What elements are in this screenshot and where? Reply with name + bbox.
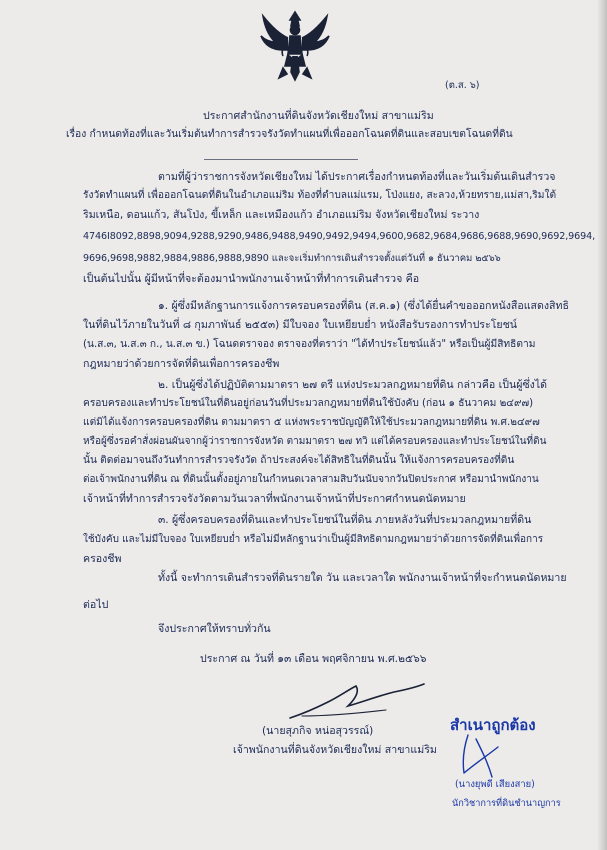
body-line: ครองชีพ <box>83 553 122 565</box>
body-line: ๒. เป็นผู้ซึ่งได้ปฏิบัติตามมาตรา ๒๗ ตรี แห่งประมวลกฎหมายที่ดิน กล่าวคือ เป็นผู้ซึ่งได้ <box>158 379 548 391</box>
body-line: ต่อไป <box>83 599 109 611</box>
body-line: เจ้าหน้าที่ทำการสำรวจรังวัดตามวันเวลาที่พนักงานเจ้าหน้าที่ประกาศกำหนดนัดหมาย <box>83 493 466 505</box>
certified-copy-stamp: สำเนาถูกต้อง <box>450 716 536 734</box>
body-line: กฎหมายว่าด้วยการจัดที่ดินเพื่อการครองชีพ <box>83 358 280 370</box>
certifier-title: นักวิชาการที่ดินชำนาญการ <box>452 798 561 809</box>
body-line: ครอบครองและทำประโยชน์ในที่ดินอยู่ก่อนวันที่ประมวลกฎหมายที่ดินใช้บังคับ (ก่อน ๑ ธันวาคม ๒๔๙๗) <box>83 398 534 409</box>
garuda-emblem-icon <box>257 6 333 86</box>
announcement-date: ประกาศ ณ วันที่ ๑๓ เดือน พฤศจิกายน พ.ศ.๒๕๖๖ <box>200 653 427 665</box>
page-edge-shadow <box>597 0 607 850</box>
body-line: นั้น ติดต่อมาจนถึงวันทำการสำรวจรังวัด ถ้าประสงค์จะได้สิทธิในที่ดินนั้น ให้แจ้งการครอบครองที่ดิน <box>83 455 515 466</box>
signature-icon <box>282 678 432 724</box>
body-line: 9696,9698,9882,9884,9886,9888,9890 และจะเริ่มทำการเดินสำรวจตั้งแต่วันที่ ๑ ธันวาคม ๒๕๖๖ <box>83 253 501 264</box>
body-line: เป็นต้นไปนั้น ผู้มีหน้าที่จะต้องมานำพนักงานเจ้าหน้าที่ทำการเดินสำรวจ คือ <box>83 273 420 285</box>
signer-name: (นายสุภกิจ หน่อสุวรรณ์) <box>262 725 374 737</box>
body-line: ใช้บังคับ และไม่มีใบจอง ใบเหยียบย่ำ หรือไม่มีหลักฐานว่าเป็นผู้มีสิทธิตามกฎหมายว่าด้วยการจัดที่ดินเพื่อการ <box>83 534 544 545</box>
body-line: รังวัดทำแผนที่ เพื่อออกโฉนดที่ดินในอำเภอแม่ริม ท้องที่ตำบลแม่แรม, โป่งแยง, สะลวง,ห้วยทราย,แม่สา,ริมใต้ <box>83 190 557 201</box>
document-title: ประกาศสำนักงานที่ดินจังหวัดเชียงใหม่ สาขาแม่ริม <box>203 110 434 122</box>
body-line: ทั้งนี้ จะทำการเดินสำรวจที่ดินรายใด วัน และเวลาใด พนักงานเจ้าหน้าที่จะกำหนดนัดหมาย <box>158 572 567 584</box>
body-line: 4746I8092,8898,9094,9288,9290,9486,9488,9490,9492,9494,9600,9682,9684,9686,9688,9690,9692,9694, <box>83 231 596 242</box>
document-subject: เรื่อง กำหนดท้องที่และวันเริ่มต้นทำการสำรวจรังวัดทำแผนที่เพื่อออกโฉนดที่ดินและสอบเขตโฉนดที่ดิน <box>66 128 513 140</box>
signer-title: เจ้าพนักงานที่ดินจังหวัดเชียงใหม่ สาขาแม่ริม <box>233 744 437 756</box>
body-line: ริมเหนือ, ดอนแก้ว, สันโป่ง, ขี้เหล็ก และเหมืองแก้ว อำเภอแม่ริม จังหวัดเชียงใหม่ ระวาง <box>83 209 480 221</box>
form-code: (ต.ส. ๖) <box>445 80 480 91</box>
body-line: (น.ส.๓, น.ส.๓ ก., น.ส.๓ ข.) โฉนดตราจอง ตราจองที่ตราว่า "ได้ทำประโยชน์แล้ว" หรือเป็นผู้มีสิทธิตาม <box>83 339 536 350</box>
certifier-signature-icon <box>454 733 516 779</box>
certifier-name: (นางยุพดี เสียงสาย) <box>455 779 535 790</box>
body-line: แต่มิได้แจ้งการครอบครองที่ดิน ตามมาตรา ๕ แห่งพระราชบัญญัติให้ใช้ประมวลกฎหมายที่ดิน พ.ศ.๒๔๙๗ <box>83 417 540 428</box>
body-line: ๓. ผู้ซึ่งครอบครองที่ดินและทำประโยชน์ในที่ดิน ภายหลังวันที่ประมวลกฎหมายที่ดิน <box>158 514 532 526</box>
body-line: หรือผู้ซึ่งรอคำสั่งผ่อนผันจากผู้ว่าราชการจังหวัด ตามมาตรา ๒๗ ทวิ แต่ได้ครอบครองและทำประโยชน์ในที่ดิน <box>83 436 547 447</box>
body-line: ๑. ผู้ซึ่งมีหลักฐานการแจ้งการครอบครองที่ดิน (ส.ค.๑) (ซึ่งได้ยื่นคำขอออกหนังสือแสดงสิทธิ <box>158 300 569 312</box>
body-line: ต่อเจ้าพนักงานที่ดิน ณ ที่ดินนั้นตั้งอยู่ภายในกำหนดเวลาสามสิบวันนับจากวันปิดประกาศ หรือมานำพนักงาน <box>83 474 539 485</box>
body-line: ตามที่ผู้ว่าราชการจังหวัดเชียงใหม่ ได้ประกาศเรื่องกำหนดท้องที่และวันเริ่มต้นเดินสำรวจ <box>158 171 556 183</box>
body-line: ในที่ดินไว้ภายในวันที่ ๘ กุมภาพันธ์ ๒๕๕๓) มีใบจอง ใบเหยียบย่ำ หนังสือรับรองการทำประโยชน์ <box>83 319 518 331</box>
body-line: จึงประกาศให้ทราบทั่วกัน <box>158 623 271 635</box>
title-divider <box>204 159 358 160</box>
